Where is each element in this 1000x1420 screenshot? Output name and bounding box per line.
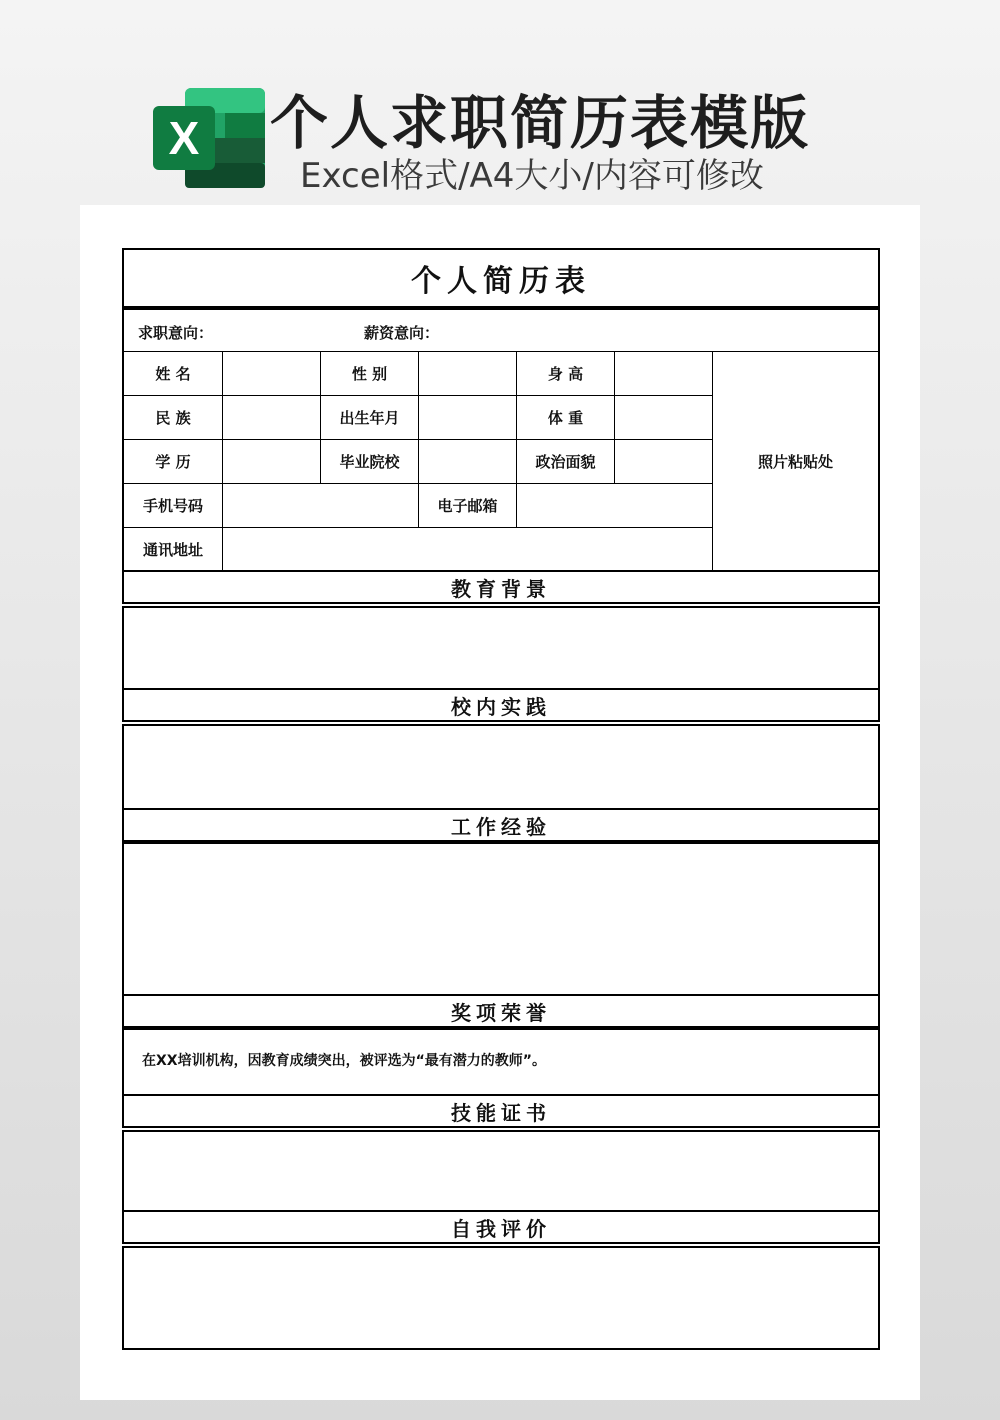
input-height[interactable] bbox=[615, 352, 713, 396]
input-school[interactable] bbox=[419, 440, 517, 484]
section-self-evaluation: 自我评价 bbox=[122, 1210, 880, 1244]
label-politics: 政治面貌 bbox=[517, 440, 615, 484]
input-weight[interactable] bbox=[615, 396, 713, 440]
skills-content[interactable] bbox=[122, 1130, 880, 1212]
input-phone[interactable] bbox=[223, 484, 419, 528]
label-name: 姓 名 bbox=[124, 352, 223, 396]
label-birth: 出生年月 bbox=[321, 396, 419, 440]
job-intent-label: 求职意向： bbox=[138, 324, 214, 342]
intent-row bbox=[124, 310, 878, 352]
label-height: 身 高 bbox=[517, 352, 615, 396]
education-background-content[interactable] bbox=[122, 606, 880, 690]
campus-practice-content[interactable] bbox=[122, 724, 880, 810]
input-email[interactable] bbox=[517, 484, 713, 528]
salary-intent-label: 薪资意向： bbox=[364, 324, 440, 342]
label-gender: 性 别 bbox=[321, 352, 419, 396]
label-phone: 手机号码 bbox=[124, 484, 223, 528]
section-skills: 技能证书 bbox=[122, 1094, 880, 1128]
input-name[interactable] bbox=[223, 352, 321, 396]
label-email: 电子邮箱 bbox=[419, 484, 517, 528]
awards-content[interactable] bbox=[122, 1028, 880, 1096]
excel-logo-icon bbox=[153, 88, 265, 188]
page-title: 个人求职简历表模版 bbox=[270, 89, 811, 157]
input-birth[interactable] bbox=[419, 396, 517, 440]
page-subtitle: Excel格式/A4大小/内容可修改 bbox=[300, 156, 764, 196]
input-politics[interactable] bbox=[615, 440, 713, 484]
input-gender[interactable] bbox=[419, 352, 517, 396]
photo-placeholder[interactable]: 照片粘贴处 bbox=[757, 452, 833, 471]
input-address[interactable] bbox=[223, 528, 713, 570]
self-evaluation-content[interactable] bbox=[122, 1246, 880, 1350]
input-ethnicity[interactable] bbox=[223, 396, 321, 440]
input-education[interactable] bbox=[223, 440, 321, 484]
section-education-background: 教育背景 bbox=[122, 570, 880, 604]
section-awards: 奖项荣誉 bbox=[122, 994, 880, 1028]
label-weight: 体 重 bbox=[517, 396, 615, 440]
personal-info-table bbox=[122, 308, 880, 572]
work-experience-content[interactable] bbox=[122, 842, 880, 996]
label-school: 毕业院校 bbox=[321, 440, 419, 484]
label-address: 通讯地址 bbox=[124, 528, 223, 570]
section-work-experience: 工作经验 bbox=[122, 808, 880, 842]
label-ethnicity: 民 族 bbox=[124, 396, 223, 440]
logo-letter: X bbox=[168, 112, 200, 164]
awards-text: 在XX培训机构，因教育成绩突出，被评选为“最有潜力的教师”。 bbox=[142, 1053, 546, 1069]
section-campus-practice: 校内实践 bbox=[122, 688, 880, 722]
label-education: 学 历 bbox=[124, 440, 223, 484]
resume-title: 个人简历表 bbox=[122, 248, 880, 308]
